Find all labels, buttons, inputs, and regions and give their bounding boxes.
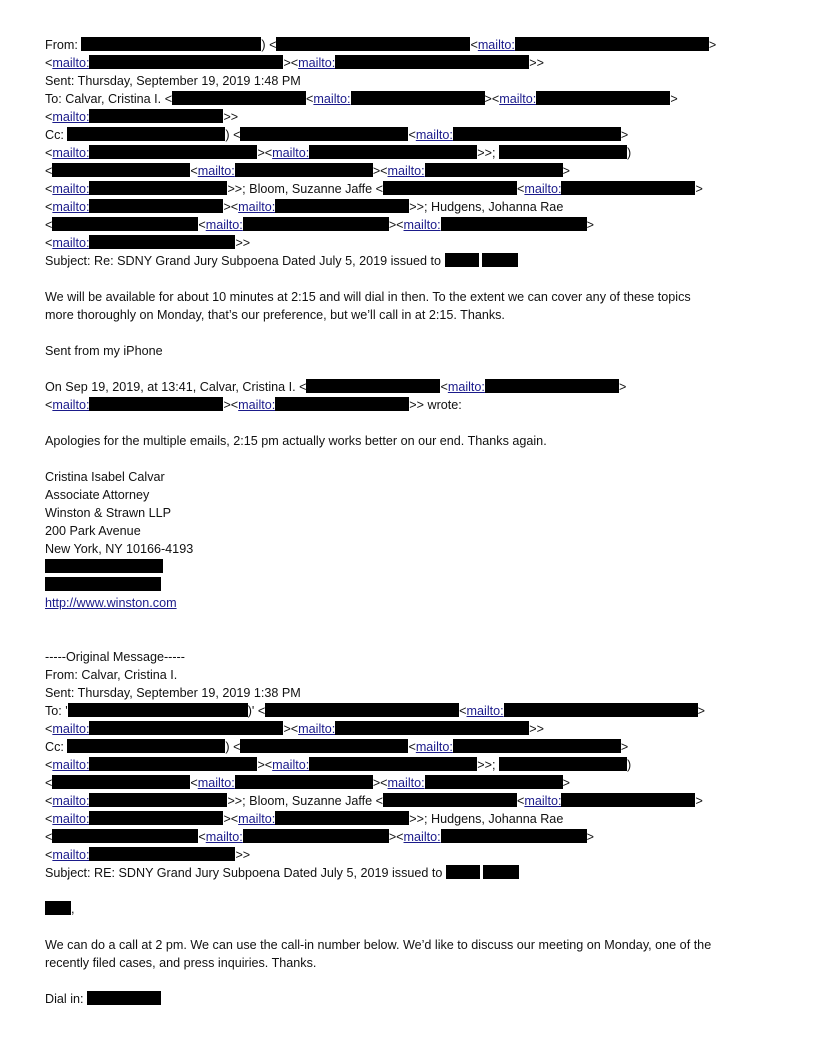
mailto-link[interactable]: mailto:: [272, 146, 310, 160]
original-separator: -----Original Message-----: [45, 650, 185, 664]
signature-title: Associate Attorney: [45, 488, 150, 502]
redaction: [81, 37, 261, 51]
reply-body: We will be available for about 10 minutes at 2:15 and will dial in then. To the extent we can cover any of these topics: [45, 290, 691, 304]
redaction: [441, 217, 587, 231]
redaction: [52, 217, 198, 231]
from-line: From: ) < <mailto: >: [45, 38, 717, 52]
redaction: [275, 811, 409, 825]
mailto-link[interactable]: mailto:: [52, 848, 90, 862]
mailto-link[interactable]: mailto:: [524, 794, 562, 808]
mailto-link[interactable]: mailto:: [52, 812, 90, 826]
redaction: [240, 739, 408, 753]
redaction: [67, 127, 225, 141]
mailto-link[interactable]: mailto:: [52, 146, 90, 160]
redaction: [453, 127, 621, 141]
redaction: [89, 793, 227, 807]
mailto-link[interactable]: mailto:: [313, 92, 351, 106]
redaction: [243, 829, 389, 843]
mailto-link[interactable]: mailto:: [197, 776, 235, 790]
quoted-body: Apologies for the multiple emails, 2:15 pm actually works better on our end. Thanks again.: [45, 434, 547, 448]
original-sent: Sent: Thursday, September 19, 2019 1:38 PM: [45, 686, 301, 700]
mailto-link[interactable]: mailto:: [499, 92, 537, 106]
mailto-link[interactable]: mailto:: [298, 56, 336, 70]
redaction: [243, 217, 389, 231]
redaction: [45, 901, 71, 915]
mailto-link[interactable]: mailto:: [447, 380, 485, 394]
mailto-link[interactable]: mailto:: [52, 110, 90, 124]
redaction: [499, 145, 627, 159]
mailto-link[interactable]: mailto:: [387, 164, 425, 178]
signature-city: New York, NY 10166-4193: [45, 542, 194, 556]
original-from: From: Calvar, Cristina I.: [45, 668, 178, 682]
redaction: [240, 127, 408, 141]
mailto-link[interactable]: mailto:: [205, 218, 243, 232]
redaction: [68, 703, 248, 717]
redaction: [89, 199, 223, 213]
mailto-link[interactable]: mailto:: [52, 722, 90, 736]
mailto-link[interactable]: mailto:: [52, 794, 90, 808]
redaction: [441, 829, 587, 843]
redaction: [383, 181, 517, 195]
mailto-link[interactable]: mailto:: [298, 722, 336, 736]
cc-line: Cc: ) < <mailto: >: [45, 128, 629, 142]
signature-firm: Winston & Strawn LLP: [45, 506, 171, 520]
original-to: To: ' )' < <mailto: >: [45, 704, 705, 718]
redaction: [485, 379, 619, 393]
mailto-link[interactable]: mailto:: [52, 200, 90, 214]
redaction: [275, 199, 409, 213]
redaction: [89, 181, 227, 195]
redaction: [89, 235, 235, 249]
signature-name: Cristina Isabel Calvar: [45, 470, 165, 484]
redaction: [52, 775, 190, 789]
redaction: [89, 757, 257, 771]
mailto-link[interactable]: mailto:: [238, 398, 276, 412]
greeting-line: ,: [45, 900, 785, 918]
redaction: [425, 775, 563, 789]
redaction: [89, 109, 223, 123]
mailto-link[interactable]: mailto:: [466, 704, 504, 718]
redaction: [67, 739, 225, 753]
mailto-link[interactable]: mailto:: [272, 758, 310, 772]
from-label: From:: [45, 38, 78, 52]
redaction: [536, 91, 670, 105]
mailto-link[interactable]: mailto:: [238, 812, 276, 826]
subject-line: Subject: Re: SDNY Grand Jury Subpoena Dated July 5, 2019 issued to: [45, 252, 785, 270]
mailto-link[interactable]: mailto:: [52, 236, 90, 250]
redaction: [504, 703, 698, 717]
redaction: [499, 757, 627, 771]
mailto-link[interactable]: mailto:: [52, 758, 90, 772]
signature-address: 200 Park Avenue: [45, 524, 141, 538]
mailto-link[interactable]: mailto:: [52, 398, 90, 412]
sent-line: Sent: Thursday, September 19, 2019 1:48 PM: [45, 74, 301, 88]
redaction: [483, 865, 519, 879]
redaction: [235, 163, 373, 177]
quoted-intro: On Sep 19, 2019, at 13:41, Calvar, Cristina I. < <mailto: >: [45, 380, 627, 394]
redaction: [276, 37, 470, 51]
redaction: [275, 397, 409, 411]
mailto-link[interactable]: mailto:: [238, 200, 276, 214]
mailto-link[interactable]: mailto:: [415, 128, 453, 142]
redaction: [309, 145, 477, 159]
mailto-link[interactable]: mailto:: [477, 38, 515, 52]
mailto-link[interactable]: mailto:: [403, 218, 441, 232]
redaction: [52, 829, 198, 843]
email-document: From: ) < <mailto: > <mailto: ><mailto: >> Sent: Thursday, September 19, 2019 1:48 PM To: Calvar, Cristina I. < <mailto: ><mailto: > <mailto: >> Cc: ) < <mailto: > <mailto: ><mailto: >>; ) < <mailto: ><mailto: > <mailto: >>; Bloom, Suzanne Jaffe < <mailto: > <mailto: ><mailto: >>; Hudgens, Johanna Rae < <mailto: ><mailto: > <mailto: >> Subject: Re: SDNY Grand Jury Subpoena Dated July 5, 2019 issued to We will be available for about 10 minutes at 2:15 and will dial in then. To the extent we can cover any of these topics more thoroughly on Monday, that’s our preference, but we’ll call in at 2:15. Thanks. Sent from my iPhone On Sep 19, 2019, at 13:41, Calvar, Cristina I. < <mailto: > <mailto: ><mailto: >> wrote: Apologies for the multiple emails, 2:15 pm actually works better on our end. Thanks again. Cristina Isabel Calvar Associate Attorney Winston & Strawn LLP 200 Park Avenue New York, NY 10166-4193 http://www.winston.com -----Original Message----- From: Calvar, Cristina I. Sent: Thursday, September 19, 2019 1:38 PM To: ' )' < <mailto: > <mailto: ><mailto: >> Cc: ) < <mailto: > <mailto: ><mailto: >>; ) < <mailto: ><mailto: > <mailto: >>; Bloom, Suzanne Jaffe < <mailto: > <mailto: ><mailto: >>; Hudgens, Johanna Rae < <mailto: ><mailto: > <mailto: >> Subject: RE: SDNY Grand Jury Subpoena Dated July 5, 2019 issued to , We can do a call at 2 pm. We can use the call-in number below. We’d like to discuss our meeting on Monday, one of the recently filed cases, and press inquiries. Thanks. Dial in:: [45, 36, 785, 1008]
redaction: [335, 55, 529, 69]
redaction: [425, 163, 563, 177]
mailto-link[interactable]: mailto:: [524, 182, 562, 196]
redaction: [561, 793, 695, 807]
redaction: [89, 397, 223, 411]
redaction: [383, 793, 517, 807]
redaction: [309, 757, 477, 771]
redaction: [89, 847, 235, 861]
redaction: [52, 163, 190, 177]
redaction: [89, 811, 223, 825]
recipient-name: Hudgens, Johanna Rae: [430, 200, 564, 214]
redaction: [265, 703, 459, 717]
redaction: [482, 253, 518, 267]
website-link[interactable]: http://www.winston.com: [45, 596, 177, 610]
original-body: We can do a call at 2 pm. We can use the call-in number below. We’d like to discuss our meeting on Monday, one of the: [45, 938, 712, 952]
redaction: [306, 379, 440, 393]
redaction: [87, 991, 161, 1005]
mailto-link[interactable]: mailto:: [52, 182, 90, 196]
redaction: [561, 181, 695, 195]
recipient-name: Hudgens, Johanna Rae: [430, 812, 564, 826]
redaction: [89, 721, 283, 735]
mailto-link[interactable]: mailto:: [52, 56, 90, 70]
redaction: [45, 577, 161, 591]
redaction: [235, 775, 373, 789]
redaction: [446, 865, 480, 879]
redaction: [45, 559, 163, 573]
redaction: [445, 253, 479, 267]
mailto-link[interactable]: mailto:: [205, 830, 243, 844]
to-line: To: Calvar, Cristina I. < <mailto: ><mailto: >: [45, 92, 678, 106]
mailto-link[interactable]: mailto:: [403, 830, 441, 844]
dial-in-line: Dial in:: [45, 990, 785, 1008]
redaction: [172, 91, 306, 105]
original-cc: Cc: ) < <mailto: >: [45, 740, 629, 754]
recipient-name: Bloom, Suzanne Jaffe: [249, 794, 373, 808]
recipient-name: Bloom, Suzanne Jaffe: [249, 182, 373, 196]
redaction: [453, 739, 621, 753]
redaction: [515, 37, 709, 51]
original-subject: Subject: RE: SDNY Grand Jury Subpoena Dated July 5, 2019 issued to: [45, 864, 785, 882]
mailto-link[interactable]: mailto:: [387, 776, 425, 790]
redaction: [89, 55, 283, 69]
mailto-link[interactable]: mailto:: [197, 164, 235, 178]
redaction: [89, 145, 257, 159]
mailto-link[interactable]: mailto:: [415, 740, 453, 754]
redaction: [351, 91, 485, 105]
redaction: [335, 721, 529, 735]
reply-signoff: Sent from my iPhone: [45, 344, 163, 358]
